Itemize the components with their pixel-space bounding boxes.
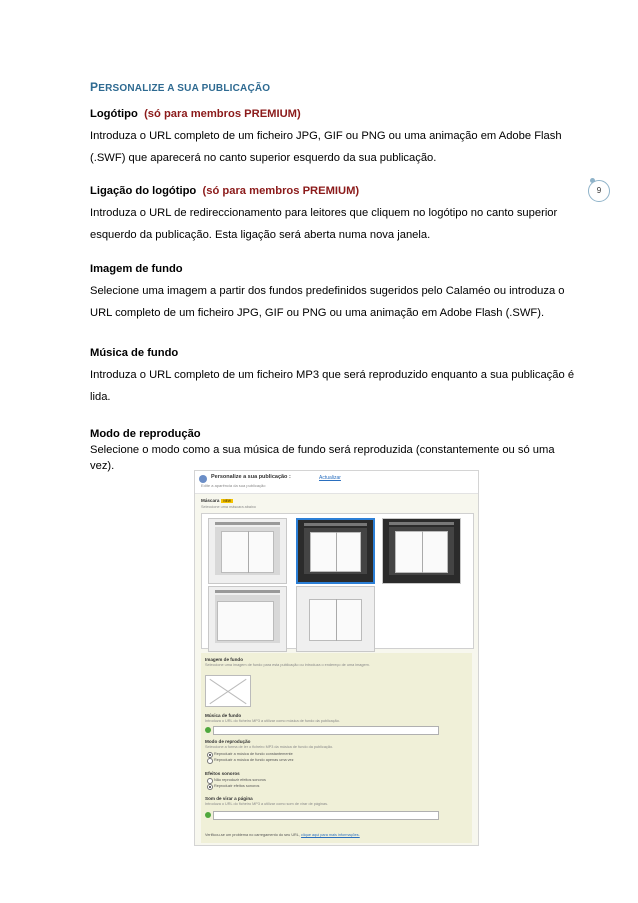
mode-option-label: Reproduzir a música de fundo apenas uma vez xyxy=(214,758,294,762)
panel-title: Personalize a sua publicação : xyxy=(211,474,291,480)
book-spine xyxy=(336,599,337,641)
heading-rest: ERSONALIZE A SUA PUBLICAÇÃO xyxy=(98,83,271,94)
settings-form xyxy=(201,653,472,843)
section-playback-mode xyxy=(90,426,580,474)
section-title: Logótipo xyxy=(90,108,138,120)
page-turn-title: Som de virar a página xyxy=(205,796,253,801)
new-badge: NEW xyxy=(223,498,231,503)
customize-panel-screenshot xyxy=(194,470,479,846)
background-image-subtitle: Seleccione uma imagem de fundo para esta publicação ou introduza o endereço de uma imagem. xyxy=(205,663,370,667)
footer-help-link[interactable]: clique aqui para mais informações. xyxy=(301,833,360,837)
page-turn-subtitle: Introduza o URL do ficheiro MP3 a utilizar como som de virar de páginas. xyxy=(205,802,329,806)
panel-subtitle: Edite a aparência da sua publicação xyxy=(201,483,266,488)
music-subtitle: Introduza o URL do ficheiro MP3 a utilizar como música de fundo da publicação. xyxy=(205,719,340,723)
mask-toolbar xyxy=(215,590,280,593)
mask-title xyxy=(201,498,233,503)
page-turn-url-input[interactable] xyxy=(213,811,439,820)
mask-option-selected[interactable] xyxy=(296,518,375,584)
mask-option-dark[interactable] xyxy=(382,518,461,584)
panel-header xyxy=(195,471,478,494)
book-spine xyxy=(422,531,423,573)
sound-effects-title: Efeitos sonoros xyxy=(205,771,240,776)
mode-radio-once[interactable] xyxy=(207,758,213,764)
mask-toolbar xyxy=(304,523,367,526)
mode-title: Modo de reprodução xyxy=(205,739,251,744)
mask-toolbar xyxy=(389,522,454,525)
section-line: lida. xyxy=(90,391,111,403)
mode-option-label: Reproduzir a música de fundo constantemente xyxy=(214,752,293,756)
music-title: Música de fundo xyxy=(205,713,242,718)
page-turn-go-icon[interactable] xyxy=(205,812,211,818)
mask-subtitle: Seleccione uma máscara abaixo xyxy=(201,505,256,509)
section-title: Modo de reprodução xyxy=(90,428,201,440)
section-line: esquerdo da publicação. Esta ligação será aberta numa nova janela. xyxy=(90,229,431,241)
book-spine xyxy=(336,532,337,572)
heading-initial: P xyxy=(90,80,99,94)
premium-note: (só para membros PREMIUM) xyxy=(144,108,301,120)
section-line: Introduza o URL de redireccionamento para leitores que cliquem no logótipo no canto superior xyxy=(90,207,558,219)
section-line: Introduza o URL completo de um ficheiro MP3 que será reproduzido enquanto a sua publicação é xyxy=(90,369,575,381)
background-image-title: Imagem de fundo xyxy=(205,657,244,662)
book-preview xyxy=(217,601,274,641)
mask-option-stacked[interactable] xyxy=(208,586,287,652)
mask-title-label: Máscara xyxy=(201,498,220,503)
page-number: 9 xyxy=(588,180,610,202)
section-line: (.SWF) que aparecerá no canto superior esquerdo da sua publicação. xyxy=(90,152,437,164)
mask-grid xyxy=(201,513,474,649)
section-logo-link xyxy=(90,180,580,246)
mask-toolbar xyxy=(215,522,280,525)
section-logo xyxy=(90,103,580,169)
fx-radio-on[interactable] xyxy=(207,784,213,790)
section-title: Música de fundo xyxy=(90,347,179,359)
update-link[interactable]: Actualizar xyxy=(319,475,341,481)
background-image-placeholder[interactable] xyxy=(205,675,251,707)
section-title: Imagem de fundo xyxy=(90,263,183,275)
section-background-image xyxy=(90,258,580,324)
section-title: Ligação do logótipo xyxy=(90,185,197,197)
section-line: Introduza o URL completo de um ficheiro JPG, GIF ou PNG ou uma animação em Adobe Flash xyxy=(90,130,562,142)
mode-subtitle: Seleccione a forma de ler o ficheiro MP3 da música de fundo da publicação. xyxy=(205,745,334,749)
calameo-logo-icon xyxy=(199,475,207,483)
fx-option-label: Reproduzir efeitos sonoros xyxy=(214,784,260,788)
footer-text: Verificou-se um problema no carregamento do seu URL, xyxy=(205,833,300,837)
mask-option-minimal[interactable] xyxy=(296,586,375,652)
footer-note xyxy=(205,833,360,837)
music-url-input[interactable] xyxy=(213,726,439,735)
section-line: Selecione uma imagem a partir dos fundos predefinidos sugeridos pelo Calaméo ou introduza o xyxy=(90,285,565,297)
section-line: URL completo de um ficheiro JPG, GIF ou PNG ou uma animação em Adobe Flash (.SWF). xyxy=(90,307,545,319)
premium-note: (só para membros PREMIUM) xyxy=(202,185,360,197)
page-heading xyxy=(90,80,270,94)
mask-option-light[interactable] xyxy=(208,518,287,584)
section-line: Selecione o modo como a sua música de fundo será reproduzida (constantemente ou só uma vez). xyxy=(90,444,555,472)
music-go-icon[interactable] xyxy=(205,727,211,733)
section-background-music xyxy=(90,342,580,408)
book-spine xyxy=(248,531,249,573)
fx-option-label: Não reproduzir efeitos sonoros xyxy=(214,778,266,782)
